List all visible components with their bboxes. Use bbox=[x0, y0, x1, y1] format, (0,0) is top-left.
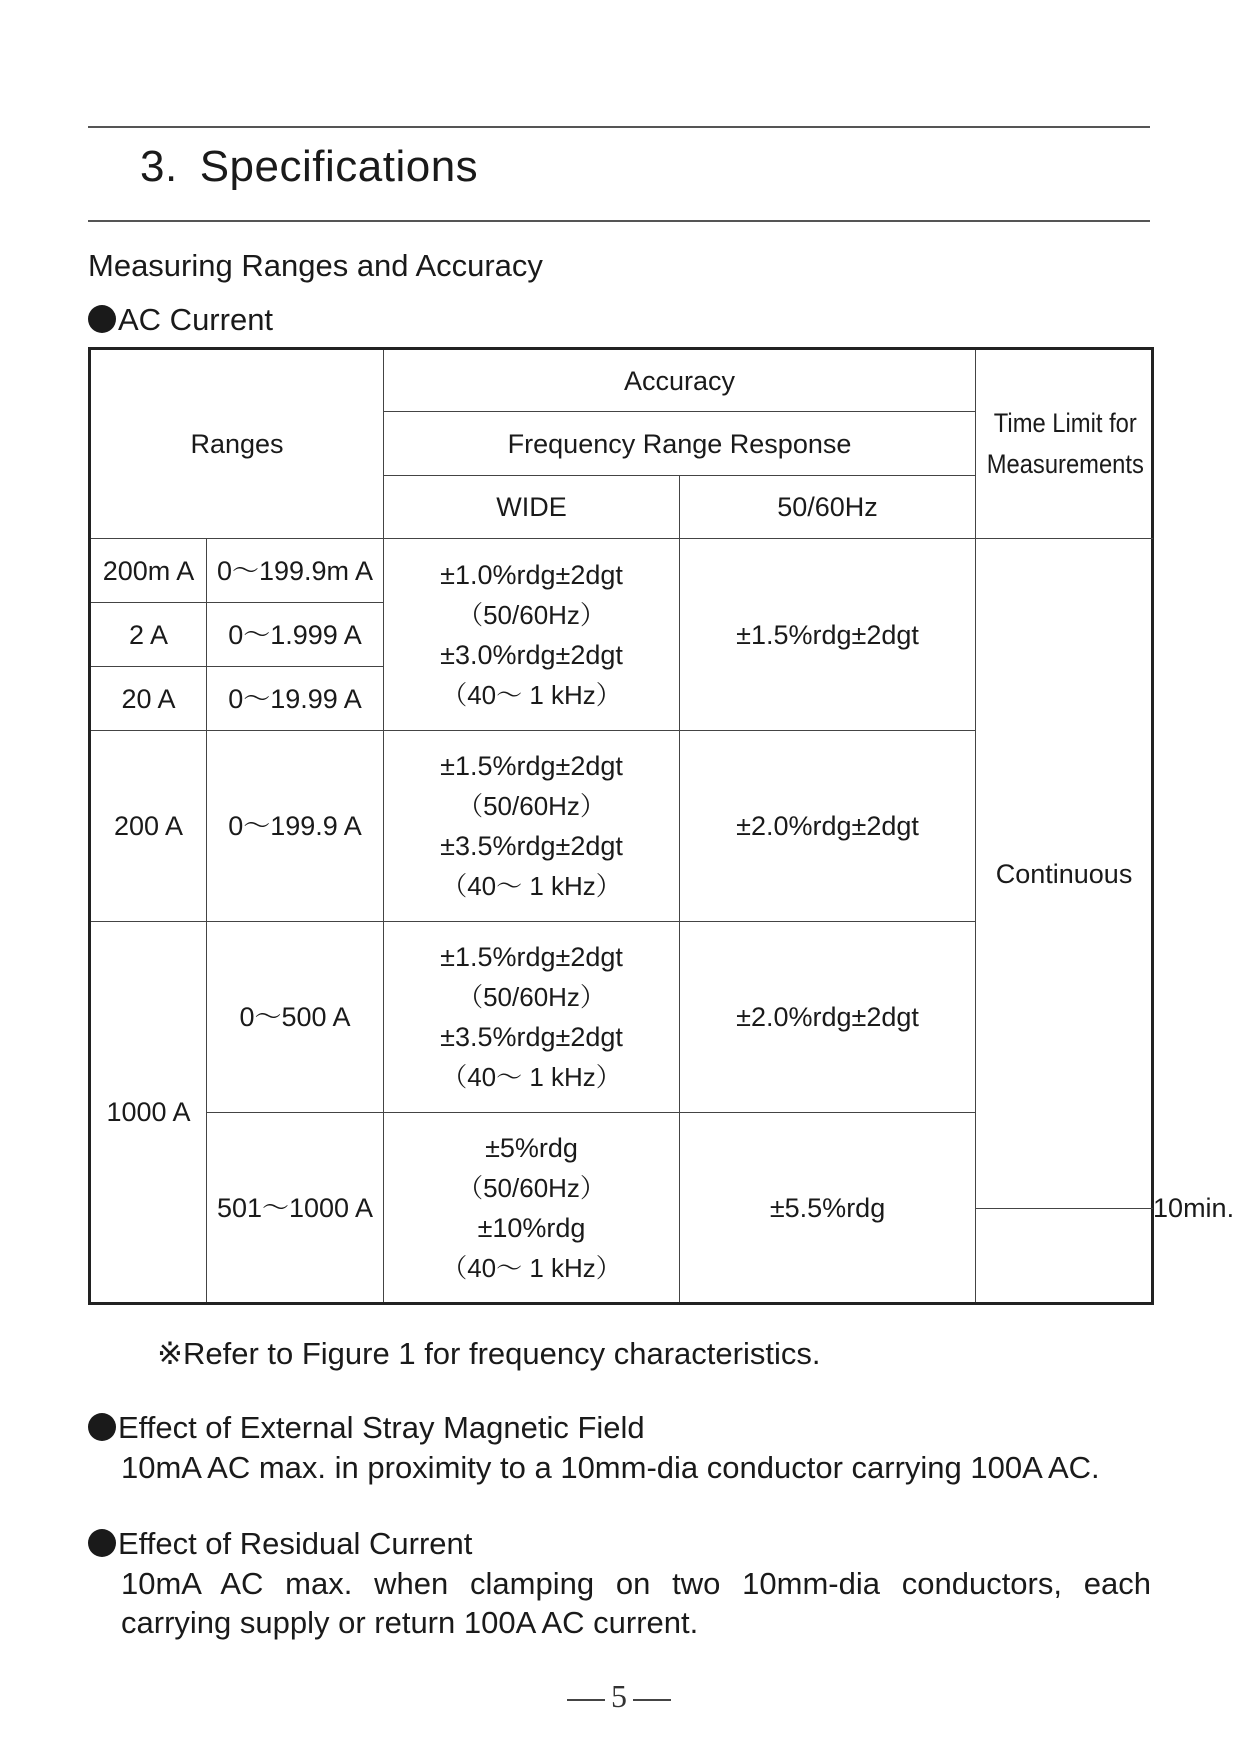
accuracy-value: ±10%rdg bbox=[477, 1212, 586, 1243]
wide-accuracy-cell bbox=[384, 539, 680, 731]
top-rule bbox=[88, 126, 1150, 128]
hz-accuracy-cell: ±5.5%rdg bbox=[680, 1113, 976, 1304]
wide-accuracy-cell bbox=[384, 1113, 680, 1304]
time-limit-cell: Continuous bbox=[976, 539, 1153, 1209]
accuracy-condition: （50/60Hz） bbox=[457, 982, 606, 1012]
effect-heading bbox=[88, 1410, 645, 1446]
bullet-icon bbox=[88, 1529, 116, 1557]
span-cell: 0～1.999 A bbox=[207, 603, 384, 667]
accuracy-value: ±3.0%rdg±2dgt bbox=[440, 639, 623, 670]
figure-note: ※Refer to Figure 1 for frequency characteristics. bbox=[157, 1336, 821, 1371]
range-cell: 200m A bbox=[90, 539, 207, 603]
accuracy-value: ±5%rdg bbox=[485, 1132, 578, 1163]
bullet-icon bbox=[88, 305, 116, 333]
dash-right bbox=[633, 1699, 671, 1701]
span-cell: 0～199.9 A bbox=[207, 731, 384, 922]
accuracy-value: ±3.5%rdg±2dgt bbox=[440, 1022, 623, 1052]
page-number bbox=[0, 1678, 1238, 1715]
accuracy-header: Accuracy bbox=[384, 349, 976, 412]
hz-header: 50/60Hz bbox=[680, 476, 976, 539]
time-limit-line1: Time Limit for bbox=[993, 408, 1137, 438]
effect-title: Effect of External Stray Magnetic Field bbox=[118, 1410, 645, 1445]
dash-left bbox=[567, 1699, 605, 1701]
accuracy-condition: （50/60Hz） bbox=[457, 791, 606, 821]
table-row bbox=[90, 539, 1153, 603]
time-limit-line2: Measurements bbox=[986, 449, 1144, 479]
accuracy-condition: （40～ 1 kHz） bbox=[441, 1252, 622, 1283]
hz-accuracy-cell: ±1.5%rdg±2dgt bbox=[680, 539, 976, 731]
accuracy-condition: （50/60Hz） bbox=[457, 1172, 606, 1203]
accuracy-condition: （40～ 1 kHz） bbox=[441, 679, 622, 710]
wide-header: WIDE bbox=[384, 476, 680, 539]
effect-body: 10mA AC max. in proximity to a 10mm-dia conductor carrying 100A AC. bbox=[121, 1450, 1100, 1485]
chapter-title: Specifications bbox=[199, 142, 479, 191]
section-title: Measuring Ranges and Accuracy bbox=[88, 248, 543, 283]
accuracy-condition: （40～ 1 kHz） bbox=[441, 871, 622, 901]
hz-accuracy-cell: ±2.0%rdg±2dgt bbox=[680, 731, 976, 922]
page-number-value: 5 bbox=[611, 1678, 627, 1714]
accuracy-value: ±3.5%rdg±2dgt bbox=[440, 831, 623, 861]
ac-current-label: AC Current bbox=[118, 302, 274, 337]
hz-accuracy-cell: ±2.0%rdg±2dgt bbox=[680, 922, 976, 1113]
ranges-header: Ranges bbox=[90, 349, 384, 539]
span-cell: 0～500 A bbox=[207, 922, 384, 1113]
ac-current-heading bbox=[88, 302, 273, 338]
table-header-row bbox=[90, 349, 1153, 412]
accuracy-condition: （50/60Hz） bbox=[457, 599, 606, 630]
table-row: 501～1000 A ±5%rdg （50/60Hz） ±10%rdg （40～ 1 kHz） ±5.5%rdg 10min. bbox=[90, 1113, 1153, 1209]
range-cell: 200 A bbox=[90, 731, 207, 922]
effect-body: 10mA AC max. when clamping on two 10mm-dia conductors, each carrying supply or return 100A AC current. bbox=[121, 1566, 1151, 1640]
frequency-range-header: Frequency Range Response bbox=[384, 412, 976, 476]
range-cell: 20 A bbox=[90, 667, 207, 731]
wide-accuracy-cell bbox=[384, 922, 680, 1113]
span-cell: 0～199.9m A bbox=[207, 539, 384, 603]
bullet-icon bbox=[88, 1413, 116, 1441]
effect-heading bbox=[88, 1526, 472, 1562]
effect-title: Effect of Residual Current bbox=[118, 1526, 473, 1561]
span-cell: 0～19.99 A bbox=[207, 667, 384, 731]
range-cell: 1000 A bbox=[90, 922, 207, 1304]
time-limit-header bbox=[976, 349, 1153, 539]
range-cell: 2 A bbox=[90, 603, 207, 667]
chapter-number: 3. bbox=[140, 142, 178, 191]
bottom-rule bbox=[88, 220, 1150, 222]
ac-current-spec-table bbox=[88, 347, 1235, 1305]
accuracy-value: ±1.5%rdg±2dgt bbox=[440, 942, 623, 972]
accuracy-value: ±1.0%rdg±2dgt bbox=[440, 559, 623, 590]
accuracy-value: ±1.5%rdg±2dgt bbox=[440, 751, 623, 781]
wide-accuracy-cell bbox=[384, 731, 680, 922]
chapter-heading bbox=[140, 142, 478, 192]
span-cell: 501～1000 A bbox=[207, 1113, 384, 1304]
accuracy-condition: （40～ 1 kHz） bbox=[441, 1062, 622, 1092]
